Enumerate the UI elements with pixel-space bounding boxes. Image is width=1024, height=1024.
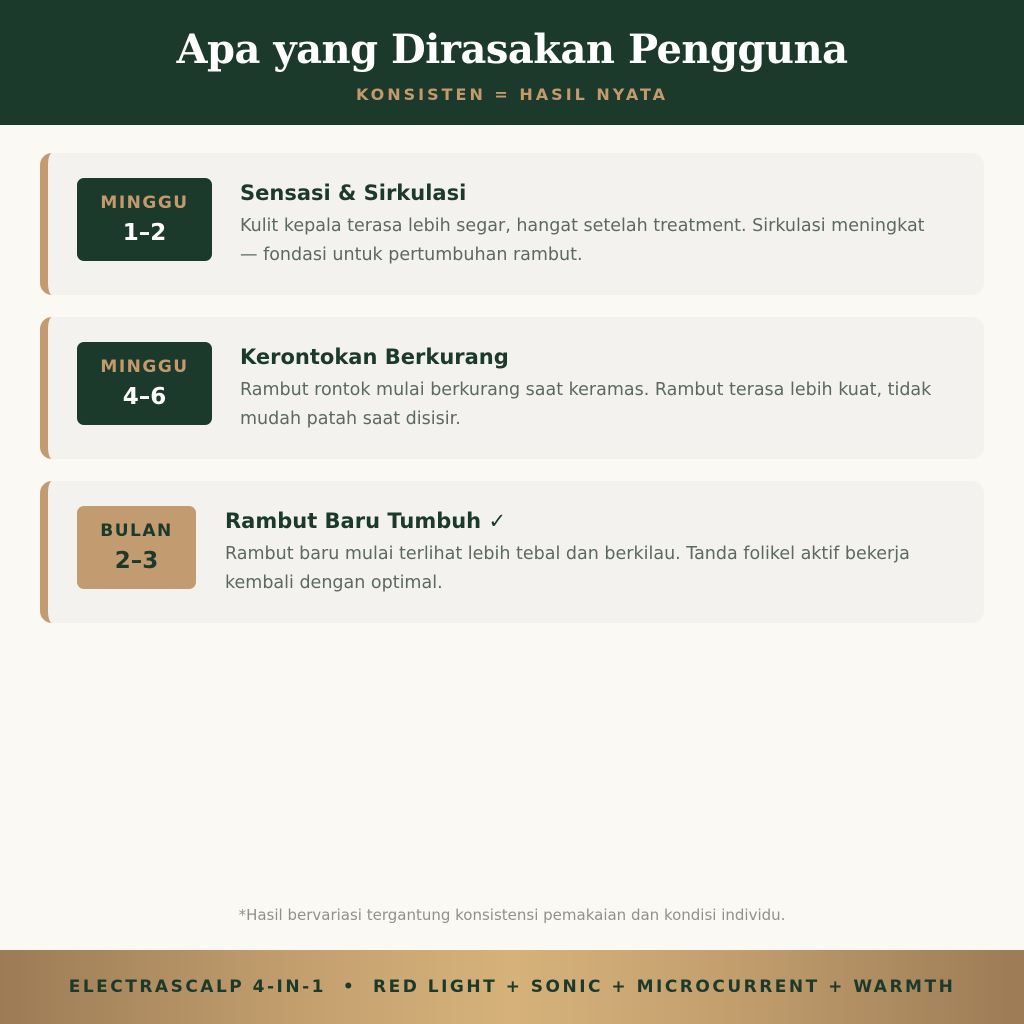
badge-range: 2–3: [114, 548, 159, 574]
badge-range: 4–6: [122, 384, 167, 410]
card-title: Rambut Baru Tumbuh ✓: [225, 509, 507, 533]
badge-label: MINGGU: [100, 357, 189, 377]
badge-range: 1–2: [122, 220, 167, 246]
page-subtitle: KONSISTEN = HASIL NYATA: [355, 85, 669, 104]
period-badge: [77, 342, 212, 425]
footer-banner: [0, 950, 1024, 1024]
card-content: [225, 507, 925, 598]
period-badge: [77, 506, 196, 589]
card-description: Kulit kepala terasa lebih segar, hangat setelah treatment. Sirkulasi meningkat — fondasi untuk pertumbuhan rambut.: [240, 216, 925, 265]
badge-label: MINGGU: [100, 193, 189, 213]
card-title: Kerontokan Berkurang: [240, 345, 509, 369]
timeline-card-month-2-3: [40, 481, 984, 623]
timeline-card-week-4-6: [40, 317, 984, 459]
card-content: [240, 179, 940, 270]
card-content: [240, 343, 940, 434]
card-description: Rambut rontok mulai berkurang saat keramas. Rambut terasa lebih kuat, tidak mudah patah saat disisir.: [240, 380, 932, 429]
page-title: Apa yang Dirasakan Pengguna: [176, 26, 848, 73]
timeline-card-week-1-2: [40, 153, 984, 295]
header-banner: [0, 0, 1024, 125]
badge-label: BULAN: [100, 521, 173, 541]
card-description: Rambut baru mulai terlihat lebih tebal dan berkilau. Tanda folikel aktif bekerja kembali dengan optimal.: [225, 544, 910, 593]
card-title: Sensasi & Sirkulasi: [240, 181, 467, 205]
product-tagline: ELECTRASCALP 4-IN-1 • RED LIGHT + SONIC + MICROCURRENT + WARMTH: [68, 977, 956, 997]
period-badge: [77, 178, 212, 261]
disclaimer-footnote: *Hasil bervariasi tergantung konsistensi pemakaian dan kondisi individu.: [238, 906, 786, 924]
